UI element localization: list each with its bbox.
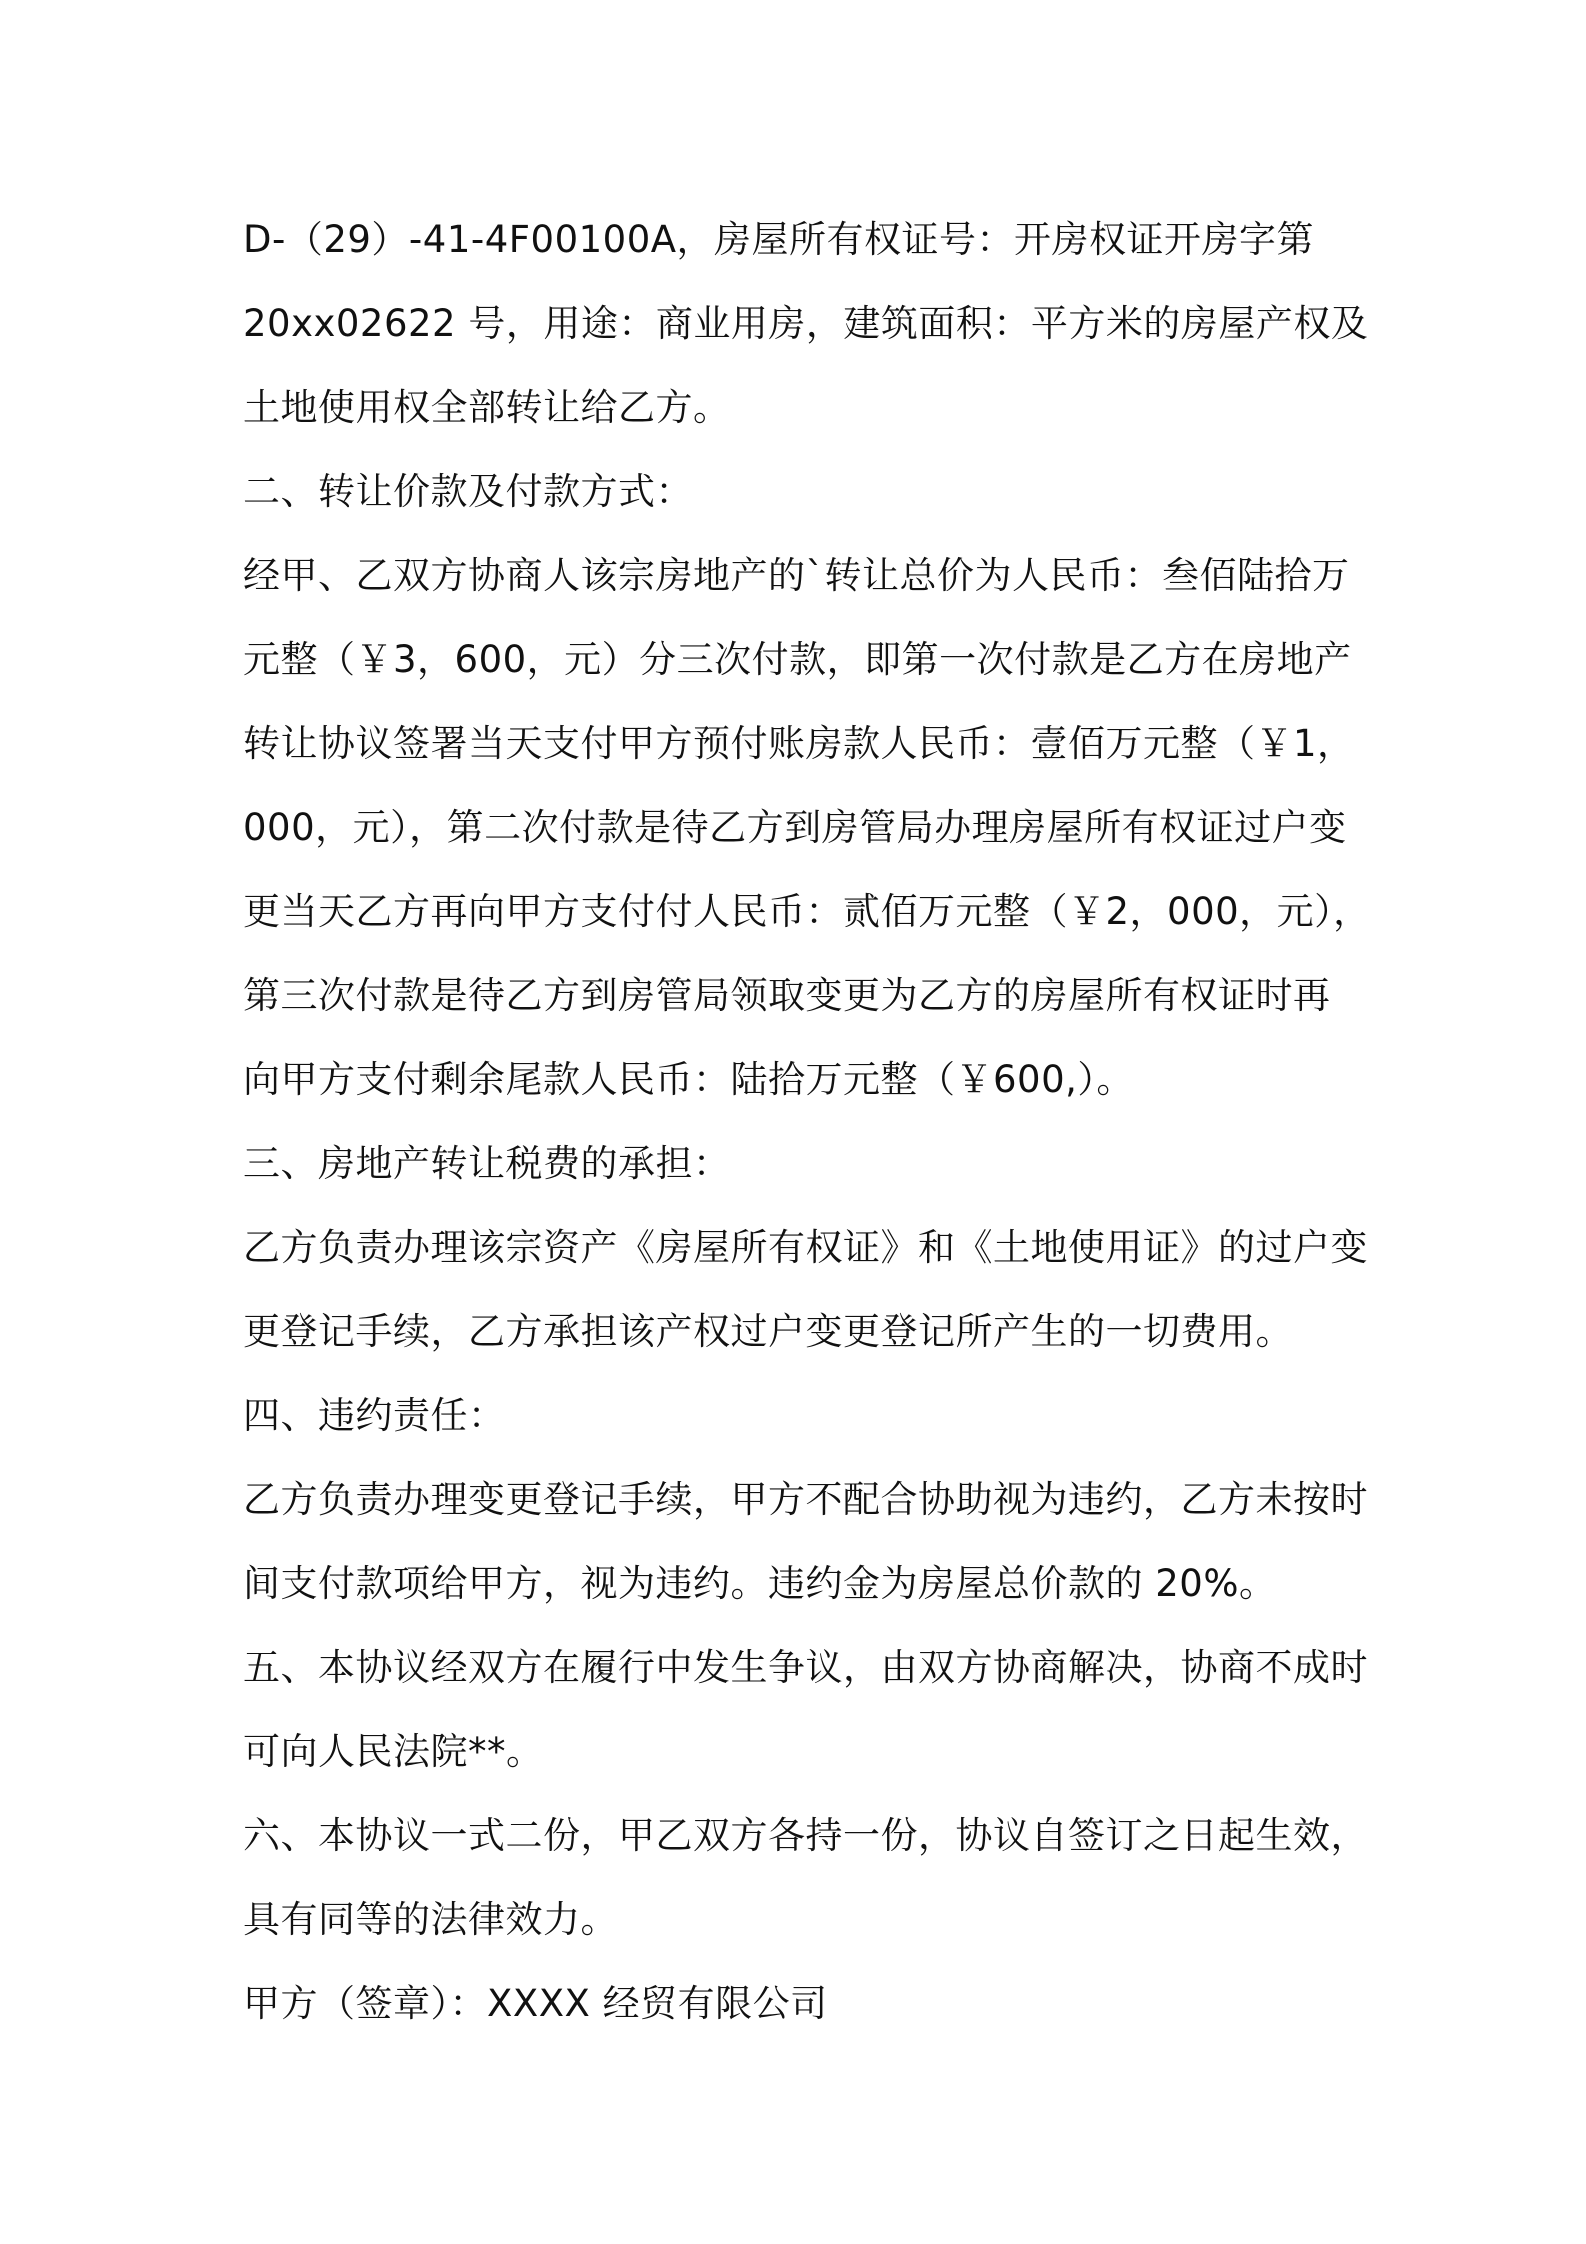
paragraph-property-details xyxy=(243,198,1369,450)
paragraph-copies-validity xyxy=(243,1794,1368,1962)
signature-line: 甲方（签章）：XXXX 经贸有限公司 xyxy=(243,1982,828,2025)
text-line: 土地使用权全部转让给乙方。 xyxy=(243,386,731,429)
paragraph-tax-terms xyxy=(243,1206,1368,1374)
text-line: 更当天乙方再向甲方支付付人民币：贰佰万元整（￥2，000，元）， xyxy=(243,890,1371,933)
paragraph-breach-terms xyxy=(243,1458,1368,1626)
party-a-signature xyxy=(243,1962,1363,2046)
text-line: 可向人民法院**。 xyxy=(243,1730,544,1773)
heading-transfer-price xyxy=(243,450,1363,534)
section-heading: 二、转让价款及付款方式： xyxy=(243,470,693,513)
text-line: 具有同等的法律效力。 xyxy=(243,1898,618,1941)
text-line: 乙方负责办理该宗资产《房屋所有权证》和《土地使用证》的过户变 xyxy=(243,1226,1368,1269)
text-line: 经甲、乙双方协商人该宗房地产的`转让总价为人民币：叁佰陆拾万 xyxy=(243,554,1350,597)
text-line: D-（29）-41-4F00100A，房屋所有权证号：开房权证开房字第 xyxy=(243,218,1315,261)
paragraph-payment-terms xyxy=(243,534,1371,1122)
text-line: 更登记手续，乙方承担该产权过户变更登记所产生的一切费用。 xyxy=(243,1310,1293,1353)
text-line: 向甲方支付剩余尾款人民币：陆拾万元整（￥600,）。 xyxy=(243,1058,1134,1101)
text-line: 000，元），第二次付款是待乙方到房管局办理房屋所有权证过户变 xyxy=(243,806,1347,849)
text-line: 20xx02622 号，用途：商业用房，建筑面积：平方米的房屋产权及 xyxy=(243,302,1369,345)
heading-tax-burden xyxy=(243,1122,1363,1206)
text-line: 乙方负责办理变更登记手续，甲方不配合协助视为违约，乙方未按时 xyxy=(243,1478,1368,1521)
text-line: 元整（￥3，600，元）分三次付款，即第一次付款是乙方在房地产 xyxy=(243,638,1352,681)
text-line: 五、本协议经双方在履行中发生争议，由双方协商解决，协商不成时 xyxy=(243,1646,1368,1689)
section-heading: 三、房地产转让税费的承担： xyxy=(243,1142,731,1185)
heading-breach-liability xyxy=(243,1374,1363,1458)
text-line: 间支付款项给甲方，视为违约。违约金为房屋总价款的 20%。 xyxy=(243,1562,1277,1605)
section-heading: 四、违约责任： xyxy=(243,1394,506,1437)
text-line: 六、本协议一式二份，甲乙双方各持一份，协议自签订之日起生效， xyxy=(243,1814,1368,1857)
document-body xyxy=(243,198,1371,2046)
paragraph-dispute-resolution xyxy=(243,1626,1368,1794)
text-line: 转让协议签署当天支付甲方预付账房款人民币：壹佰万元整（￥1， xyxy=(243,722,1355,765)
text-line: 第三次付款是待乙方到房管局领取变更为乙方的房屋所有权证时再 xyxy=(243,974,1331,1017)
